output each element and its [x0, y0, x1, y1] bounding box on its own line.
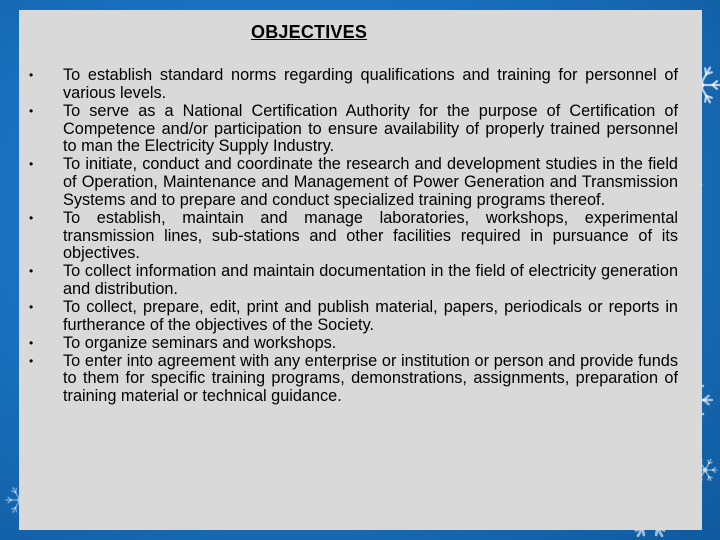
bullet-icon: • — [29, 299, 34, 314]
objective-text: To collect information and maintain documentation in the field of electricity generation and distribution. — [63, 262, 678, 299]
bullet-icon: • — [29, 353, 34, 368]
bullet-icon: • — [29, 157, 34, 172]
objective-text: To serve as a National Certification Authority for the purpose of Certification of Competence and/or participation to ensure availability of properly trained personnel to man the Electricity Supply Industry. — [63, 101, 678, 156]
objective-text: To establish standard norms regarding qualifications and training for personnel of various levels. — [63, 66, 678, 102]
objectives-list — [19, 67, 702, 406]
objective-item — [19, 353, 702, 407]
objective-item — [19, 156, 702, 210]
objective-item — [19, 263, 702, 299]
content-panel — [19, 10, 702, 530]
objective-text: To collect, prepare, edit, print and publish material, papers, periodicals or reports in furtherance of the objectives of the Society. — [63, 297, 678, 334]
objective-item — [19, 335, 702, 353]
bullet-icon: • — [29, 264, 34, 279]
slide-title: OBJECTIVES — [251, 22, 368, 42]
objective-text: To organize seminars and workshops. — [63, 333, 337, 352]
objective-item — [19, 67, 702, 103]
objective-item — [19, 210, 702, 264]
bullet-icon: • — [29, 68, 34, 82]
bullet-icon: • — [29, 210, 34, 225]
bullet-icon: • — [29, 335, 34, 350]
objective-item — [19, 103, 702, 157]
objective-text: To initiate, conduct and coordinate the research and development studies in the field of Operation, Maintenance and Management of Power Generation and Transmission Systems and to prepare and conduct specialized training programs thereof. — [63, 155, 678, 209]
objective-item — [19, 299, 702, 335]
objective-text: To enter into agreement with any enterprise or institution or person and provide funds to them for specific training programs, demonstrations, assignments, preparation of training material or technical guidance. — [63, 351, 678, 406]
bullet-icon: • — [29, 103, 34, 118]
objective-text: To establish, maintain and manage laboratories, workshops, experimental transmission lines, sub-stations and other facilities required in pursuance of its objectives. — [63, 208, 678, 263]
